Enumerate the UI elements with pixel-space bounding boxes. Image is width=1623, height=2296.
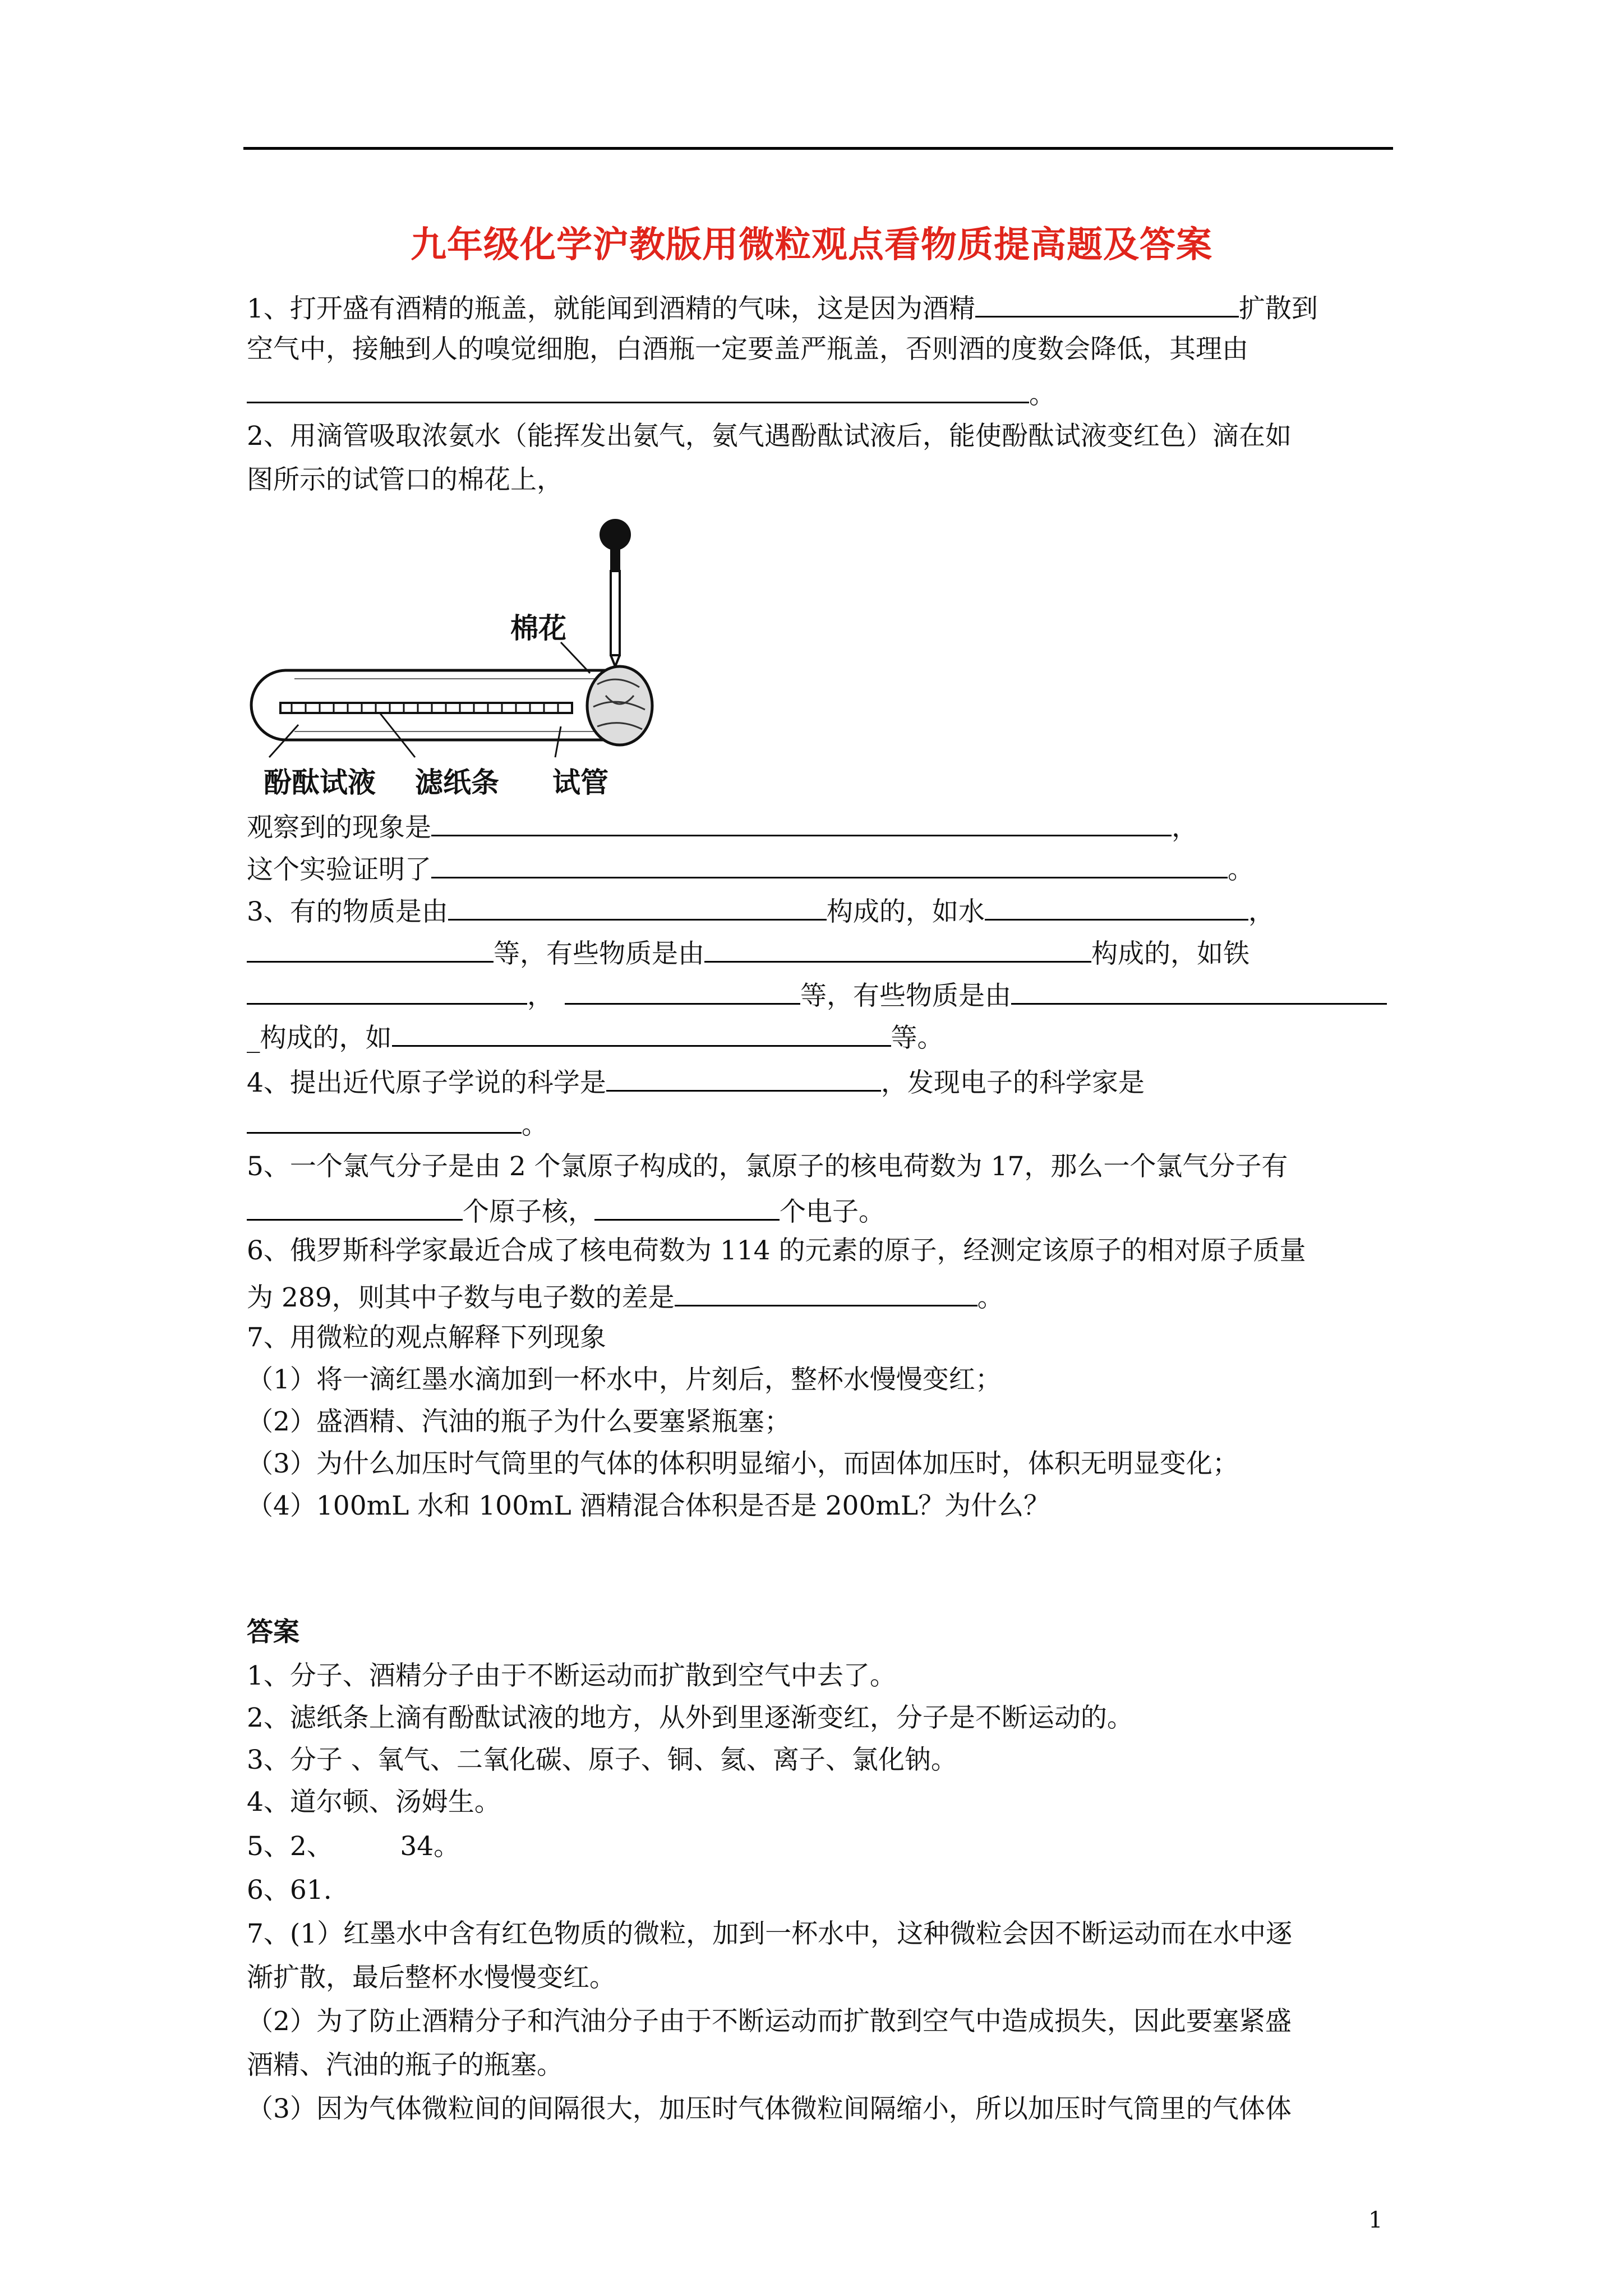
q7-item4: （4）100mL 水和 100mL 酒精混合体积是否是 200mL？为什么？ xyxy=(247,1490,1050,1521)
q3-blank6[interactable] xyxy=(565,976,800,1005)
answer-7-2a: （2）为了防止酒精分子和汽油分子由于不断运动而扩散到空气中造成损失，因此要塞紧盛 xyxy=(247,2006,1292,2037)
answers-heading: 答案 xyxy=(247,1617,299,1648)
q2-line1: 2、用滴管吸取浓氨水（能挥发出氨气，氨气遇酚酞试液后，能使酚酞试液变红色）滴在如 xyxy=(247,421,1292,452)
q1-blank1[interactable] xyxy=(975,289,1239,318)
label-phenol: 酚酞试液 xyxy=(264,766,376,799)
q3-line3: ， 等，有些物质是由 xyxy=(247,976,1387,1013)
q4-blank2[interactable] xyxy=(247,1105,522,1134)
q2-line2: 图所示的试管口的棉花上， xyxy=(247,464,563,495)
answer-5: 5、2、 34。 xyxy=(247,1831,460,1862)
dropper-tube xyxy=(611,571,620,655)
q5-blank1[interactable] xyxy=(247,1192,463,1221)
header-rule xyxy=(243,147,1393,150)
dropper-bulb xyxy=(600,519,631,550)
q3-line4: _构成的，如 等。 xyxy=(247,1018,944,1055)
q7-item2: （2）盛酒精、汽油的瓶子为什么要塞紧瓶塞； xyxy=(247,1406,791,1437)
label-filter: 滤纸条 xyxy=(415,766,499,799)
answer-4: 4、道尔顿、汤姆生。 xyxy=(247,1787,501,1818)
page-title: 九年级化学沪教版用微粒观点看物质提高题及答案 xyxy=(411,224,1212,266)
answer-3: 3、分子 、氧气、二氧化碳、原子、铜、氦、离子、氯化钠。 xyxy=(247,1745,957,1775)
q3-blank4[interactable] xyxy=(704,934,1091,963)
prove-blank[interactable] xyxy=(431,850,1228,878)
observation-line: 观察到的现象是 ， xyxy=(247,808,1198,845)
q4-blank1[interactable] xyxy=(606,1063,881,1092)
answer-7-3a: （3）因为气体微粒间的间隔很大，加压时气体微粒间隔缩小，所以加压时气筒里的气体体 xyxy=(247,2093,1292,2124)
test-tube-figure xyxy=(247,516,707,802)
label-cotton: 棉花 xyxy=(510,612,566,645)
q3-blank7[interactable] xyxy=(1011,976,1387,1005)
test-tube-diagram xyxy=(247,516,707,802)
q1-line3: 。 xyxy=(247,375,1055,412)
page-number: 1 xyxy=(1368,2207,1383,2233)
answer-1: 1、分子、酒精分子由于不断运动而扩散到空气中去了。 xyxy=(247,1660,896,1691)
answer-7-2b: 酒精、汽油的瓶子的瓶塞。 xyxy=(247,2050,563,2081)
q7-title: 7、用微粒的观点解释下列现象 xyxy=(247,1322,606,1353)
label-tube: 试管 xyxy=(552,766,608,799)
q3-line1: 3、有的物质是由 构成的，如水 ， xyxy=(247,892,1275,929)
q3-blank8[interactable] xyxy=(392,1018,891,1047)
q3-blank5[interactable] xyxy=(247,976,527,1005)
answer-7-1a: 7、(1）红墨水中含有红色物质的微粒，加到一杯水中，这种微粒会因不断运动而在水中逐 xyxy=(247,1918,1293,1949)
q5-line2: 个原子核， 个电子。 xyxy=(247,1192,885,1229)
prove-line: 这个实验证明了 。 xyxy=(247,850,1254,887)
q3-blank3[interactable] xyxy=(247,934,494,963)
q3-line2: 等，有些物质是由 构成的，如铁 xyxy=(247,934,1249,971)
answer-2: 2、滤纸条上滴有酚酞试液的地方，从外到里逐渐变红，分子是不断运动的。 xyxy=(247,1703,1133,1733)
q6-line2: 为 289，则其中子数与电子数的差是 。 xyxy=(247,1278,1004,1315)
q5-blank2[interactable] xyxy=(594,1192,780,1221)
q1-blank2[interactable] xyxy=(247,375,1029,403)
q1-line1: 1、打开盛有酒精的瓶盖，就能闻到酒精的气味，这是因为酒精 扩散到 xyxy=(247,289,1318,326)
q1-line2: 空气中，接触到人的嗅觉细胞，白酒瓶一定要盖严瓶盖，否则酒的度数会降低，其理由 xyxy=(247,334,1248,365)
answer-7-1b: 渐扩散，最后整杯水慢慢变红。 xyxy=(247,1962,616,1993)
filter-strip xyxy=(280,703,572,713)
q6-blank[interactable] xyxy=(675,1278,978,1306)
q3-blank1[interactable] xyxy=(448,892,827,921)
q7-item3: （3）为什么加压时气筒里的气体的体积明显缩小，而固体加压时，体积无明显变化； xyxy=(247,1448,1239,1479)
q5-line1: 5、一个氯气分子是由 2 个氯原子构成的，氯原子的核电荷数为 17，那么一个氯气分子有 xyxy=(247,1151,1288,1182)
observation-blank[interactable] xyxy=(431,808,1172,836)
q6-line1: 6、俄罗斯科学家最近合成了核电荷数为 114 的元素的原子，经测定该原子的相对原子质量 xyxy=(247,1235,1306,1266)
dropper-neck xyxy=(610,549,620,571)
q4-line1: 4、提出近代原子学说的科学是 ，发现电子的科学家是 xyxy=(247,1063,1145,1100)
q4-line2: 。 xyxy=(247,1105,548,1142)
answer-6: 6、61. xyxy=(247,1875,332,1906)
q3-blank2[interactable] xyxy=(985,892,1248,921)
q7-item1: （1）将一滴红墨水滴加到一杯水中，片刻后，整杯水慢慢变红； xyxy=(247,1364,1002,1395)
